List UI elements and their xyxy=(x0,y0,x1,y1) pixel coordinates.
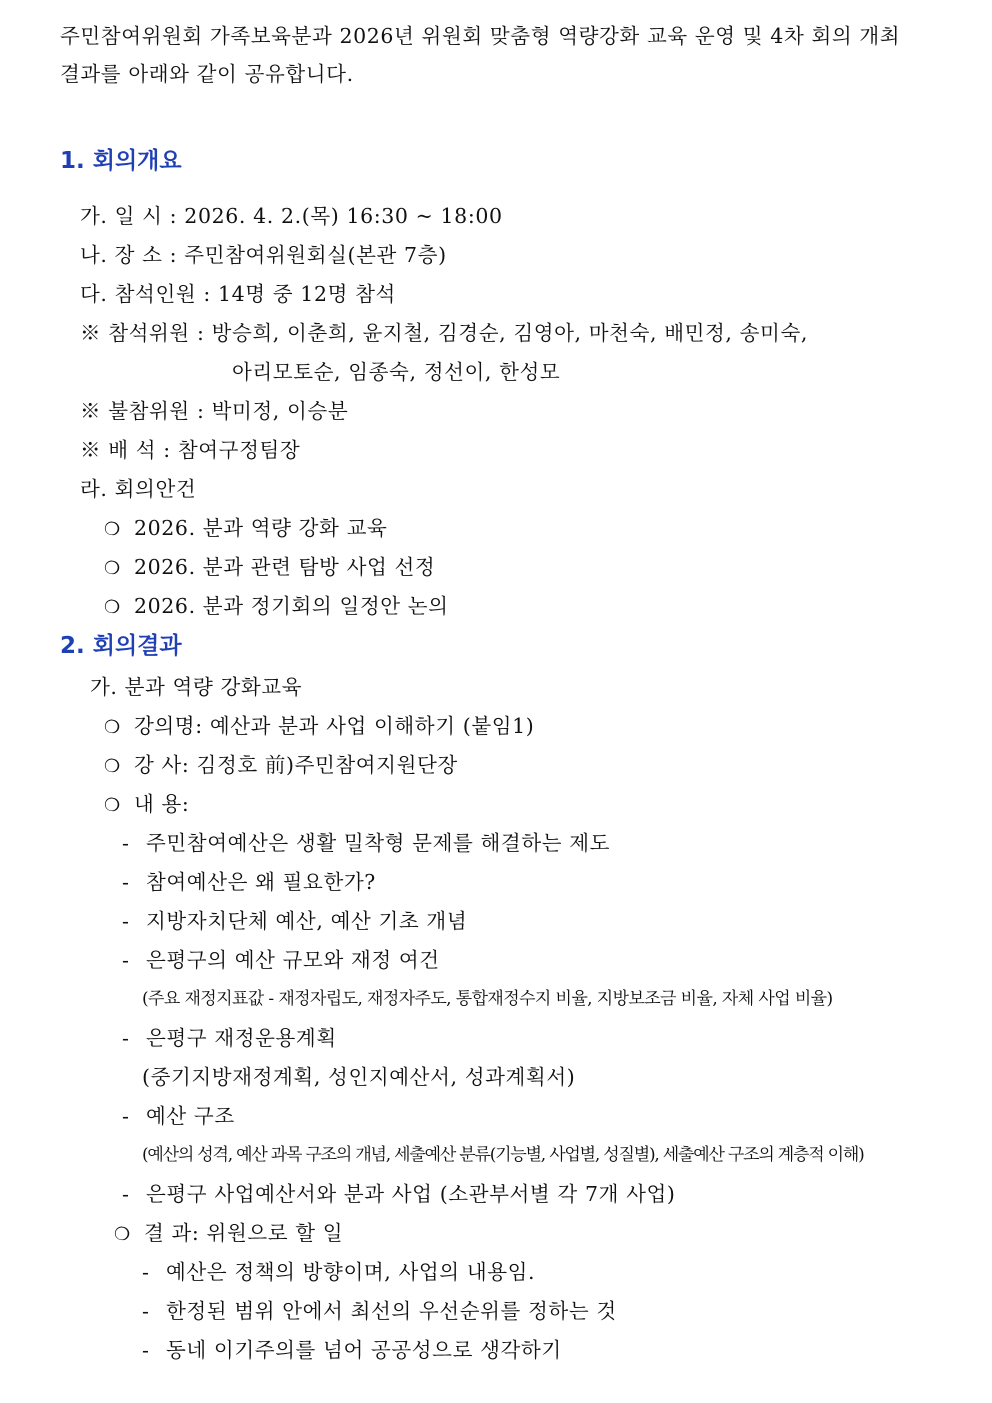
content-item xyxy=(122,907,467,935)
attendees-line-1: ※ 참석위원 : 방승희, 이춘희, 윤지철, 김경순, 김영아, 마천숙, 배민정, 송미숙, xyxy=(80,321,808,345)
agenda-item-text: 2026. 분과 정기회의 일정안 논의 xyxy=(134,594,449,618)
section-heading-overview: 1. 회의개요 xyxy=(60,148,182,174)
content-item xyxy=(122,946,440,974)
meeting-date: 가. 일 시 : 2026. 4. 2.(목) 16:30 ~ 18:00 xyxy=(80,204,503,228)
agenda-item-text: 2026. 분과 관련 탐방 사업 선정 xyxy=(134,555,436,579)
section-heading-results: 2. 회의결과 xyxy=(60,633,182,659)
dash-bullet: - xyxy=(142,1260,150,1284)
circle-bullet-icon: ❍ xyxy=(114,1224,131,1245)
lecture-title-text: 강의명: 예산과 분과 사업 이해하기 (붙임1) xyxy=(134,714,535,738)
agenda-item xyxy=(104,514,387,544)
content-item xyxy=(122,868,376,896)
lecture-title xyxy=(104,712,534,742)
circle-bullet-icon: ❍ xyxy=(104,519,121,540)
content-item xyxy=(122,829,610,857)
content-item-text: 은평구 재정운용계획 xyxy=(146,1026,337,1050)
agenda-item-text: 2026. 분과 역량 강화 교육 xyxy=(134,516,388,540)
result-label xyxy=(114,1219,343,1249)
attendees-line-2: 아리모토순, 임종숙, 정선이, 한성모 xyxy=(232,360,561,384)
content-label xyxy=(104,790,189,820)
agenda-item xyxy=(104,592,449,622)
content-item-text: 참여예산은 왜 필요한가? xyxy=(146,870,376,894)
intro-line-2: 결과를 아래와 같이 공유합니다. xyxy=(60,62,354,86)
content-item-text: 은평구 사업예산서와 분과 사업 (소관부서별 각 7개 사업) xyxy=(146,1182,676,1206)
absentees: ※ 불참위원 : 박미정, 이승분 xyxy=(80,399,349,423)
dash-bullet: - xyxy=(122,831,130,855)
lecturer-text: 강 사: 김정호 前)주민참여지원단장 xyxy=(134,753,458,777)
intro-line-1: 주민참여위원회 가족보육분과 2026년 위원회 맞춤형 역량강화 교육 운영 및 4차 회의 개최 xyxy=(60,24,901,48)
agenda-item xyxy=(104,553,435,583)
meeting-attendance: 다. 참석인원 : 14명 중 12명 참석 xyxy=(80,282,396,306)
agenda-title: 라. 회의안건 xyxy=(80,477,197,501)
result-item xyxy=(142,1258,535,1286)
content-item-text: 은평구의 예산 규모와 재정 여건 xyxy=(146,948,440,972)
circle-bullet-icon: ❍ xyxy=(104,795,121,816)
sub-title-training: 가. 분과 역량 강화교육 xyxy=(90,675,303,699)
dash-bullet: - xyxy=(122,1104,130,1128)
dash-bullet: - xyxy=(122,870,130,894)
content-item-text: 예산 구조 xyxy=(146,1104,235,1128)
dash-bullet: - xyxy=(142,1299,150,1323)
dash-bullet: - xyxy=(142,1338,150,1362)
staff-present: ※ 배 석 : 참여구정팀장 xyxy=(80,438,301,462)
result-item xyxy=(142,1297,617,1325)
dash-bullet: - xyxy=(122,1182,130,1206)
circle-bullet-icon: ❍ xyxy=(104,717,121,738)
dash-bullet: - xyxy=(122,909,130,933)
content-item xyxy=(122,1102,235,1130)
result-item xyxy=(142,1336,562,1364)
content-item xyxy=(122,1180,676,1208)
content-note: (중기지방재정계획, 성인지예산서, 성과계획서) xyxy=(142,1065,576,1089)
content-note: (예산의 성격, 예산 과목 구조의 개념, 세출예산 분류(기능별, 사업별, 성질별), 세출예산 구조의 계층적 이해) xyxy=(142,1145,864,1165)
content-label-text: 내 용: xyxy=(134,792,190,816)
result-item-text: 한정된 범위 안에서 최선의 우선순위를 정하는 것 xyxy=(166,1299,617,1323)
result-item-text: 예산은 정책의 방향이며, 사업의 내용임. xyxy=(166,1260,536,1284)
content-item-text: 주민참여예산은 생활 밀착형 문제를 해결하는 제도 xyxy=(146,831,611,855)
result-item-text: 동네 이기주의를 넘어 공공성으로 생각하기 xyxy=(166,1338,562,1362)
circle-bullet-icon: ❍ xyxy=(104,756,121,777)
circle-bullet-icon: ❍ xyxy=(104,558,121,579)
content-note: (주요 재정지표값 - 재정자립도, 재정자주도, 통합재정수지 비율, 지방보조금 비율, 자체 사업 비율) xyxy=(142,989,833,1009)
circle-bullet-icon: ❍ xyxy=(104,597,121,618)
result-label-text: 결 과: 위원으로 할 일 xyxy=(144,1221,344,1245)
dash-bullet: - xyxy=(122,1026,130,1050)
content-item xyxy=(122,1024,337,1052)
lecturer xyxy=(104,751,458,781)
content-item-text: 지방자치단체 예산, 예산 기초 개념 xyxy=(146,909,468,933)
dash-bullet: - xyxy=(122,948,130,972)
meeting-place: 나. 장 소 : 주민참여위원회실(본관 7층) xyxy=(80,243,447,267)
